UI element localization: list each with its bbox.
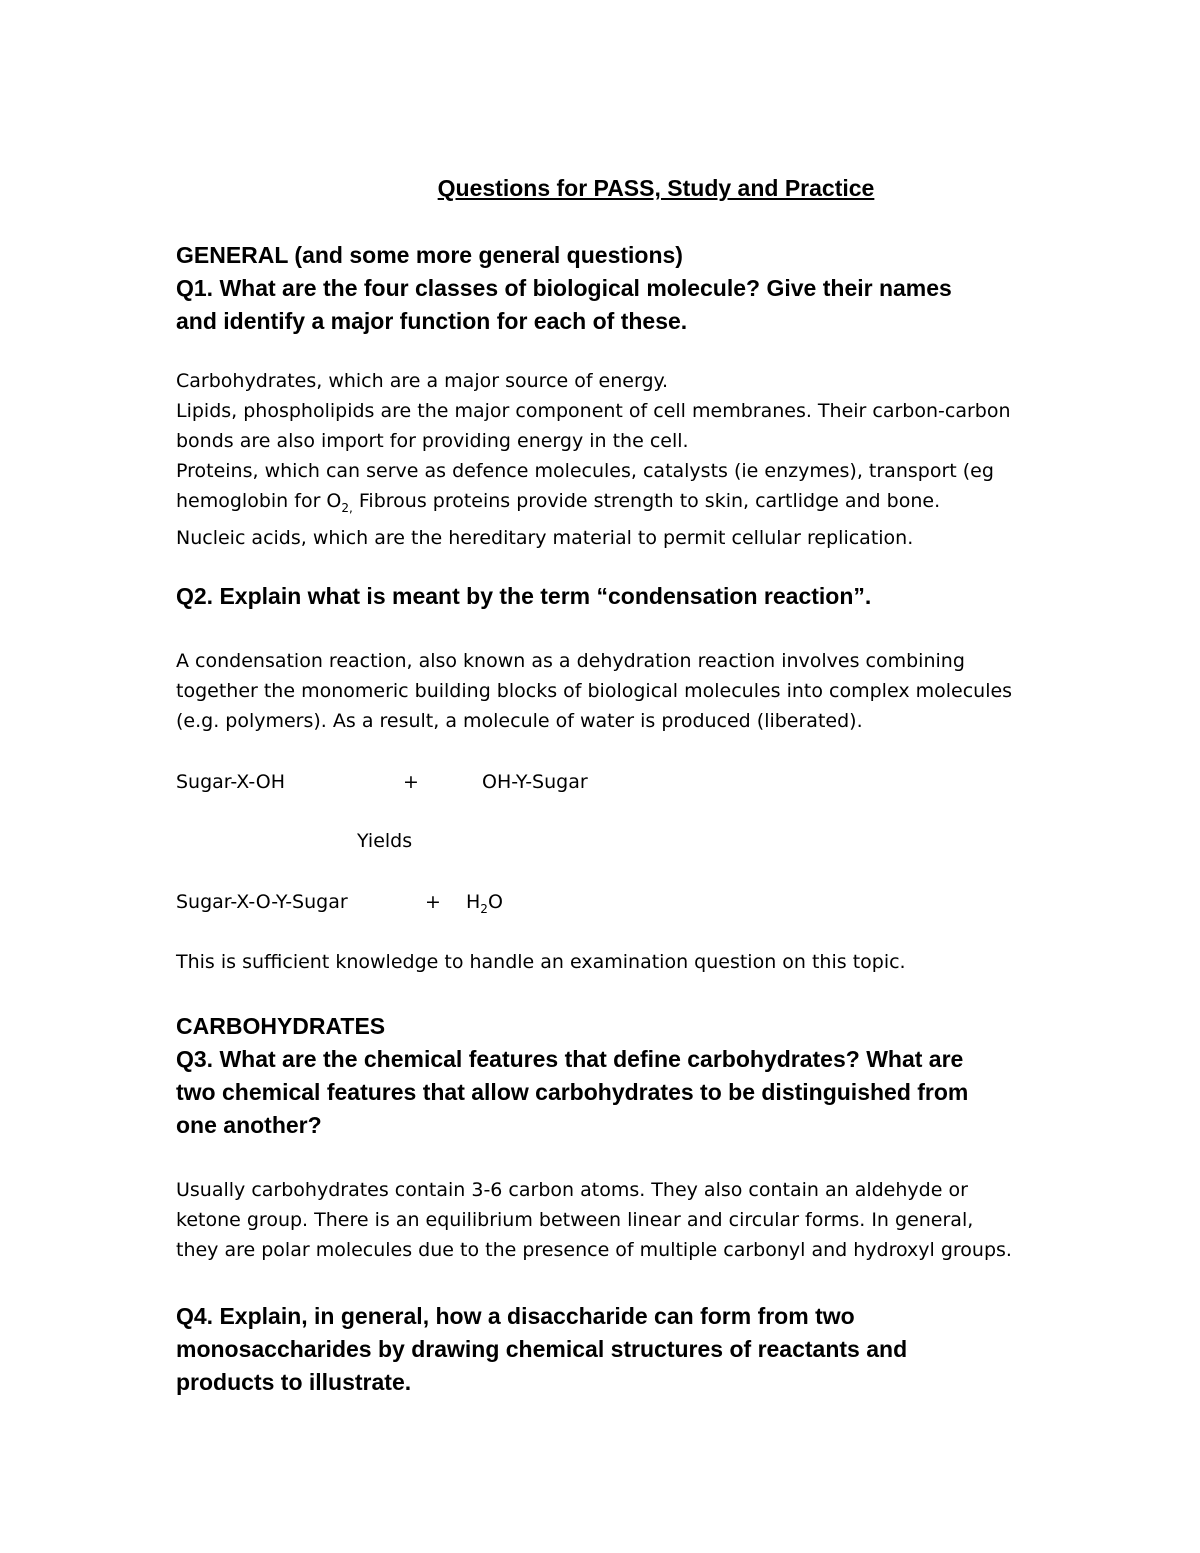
question-q2-block	[176, 580, 1136, 613]
question-line: products to illustrate.	[176, 1369, 412, 1395]
answer-line-hemoglobin	[176, 486, 1136, 523]
answer-q1	[176, 366, 1136, 553]
hemoglobin-text: hemoglobin for O	[176, 490, 342, 512]
answer-line: Proteins, which can serve as defence molecules, catalysts (ie enzymes), transport (eg	[176, 460, 994, 482]
question-line: Q4. Explain, in general, how a disaccharide can form from two	[176, 1303, 855, 1329]
fibrous-text: Fibrous proteins provide strength to skin, cartlidge and bone.	[358, 490, 941, 512]
section-general	[176, 239, 1136, 338]
answer-line: together the monomeric building blocks of biological molecules into complex molecules	[176, 680, 1013, 702]
q2-note	[176, 947, 1136, 977]
answer-line: Usually carbohydrates contain 3-6 carbon atoms. They also contain an aldehyde or	[176, 1179, 968, 1201]
equation-yields: Yields	[357, 830, 413, 852]
section-carbohydrates	[176, 1010, 1136, 1142]
question-line: one another?	[176, 1112, 322, 1138]
answer-line: Carbohydrates, which are a major source of energy.	[176, 370, 669, 392]
answer-line: Nucleic acids, which are the hereditary material to permit cellular replication.	[176, 526, 914, 549]
equation-plus: +	[425, 891, 441, 913]
question-line: two chemical features that allow carbohydrates to be distinguished from	[176, 1079, 969, 1105]
question-q4-block	[176, 1300, 1136, 1399]
equation-water	[466, 887, 503, 924]
answer-line: A condensation reaction, also known as a dehydration reaction involves combining	[176, 650, 965, 672]
section-heading-general: GENERAL (and some more general questions)	[176, 242, 683, 268]
question-q2: Q2. Explain what is meant by the term “condensation reaction”.	[176, 583, 872, 609]
equation-reactant-1: Sugar-X-OH	[176, 771, 286, 793]
water-h: H	[466, 891, 481, 913]
note-text: This is sufficient knowledge to handle an examination question on this topic.	[176, 951, 906, 973]
equation-plus: +	[403, 771, 419, 793]
water-o: O	[487, 891, 503, 913]
answer-q2	[176, 646, 1136, 736]
answer-line: bonds are also import for providing energy in the cell.	[176, 430, 689, 452]
document-title: Questions for PASS, Study and Practice	[437, 175, 875, 201]
answer-q3	[176, 1175, 1136, 1265]
answer-line: they are polar molecules due to the presence of multiple carbonyl and hydroxyl groups.	[176, 1239, 1012, 1261]
oxygen-subscript: 2,	[341, 500, 353, 515]
answer-line: ketone group. There is an equilibrium between linear and circular forms. In general,	[176, 1209, 974, 1231]
equation-product: Sugar-X-O-Y-Sugar	[176, 891, 348, 913]
question-line: monosaccharides by drawing chemical structures of reactants and	[176, 1336, 908, 1362]
question-q4	[176, 1300, 1136, 1399]
question-line: Q3. What are the chemical features that define carbohydrates? What are	[176, 1046, 964, 1072]
answer-line: Lipids, phospholipids are the major component of cell membranes. Their carbon-carbon	[176, 400, 1011, 422]
section-heading-carbohydrates: CARBOHYDRATES	[176, 1013, 386, 1039]
question-line: Q1. What are the four classes of biological molecule? Give their names	[176, 275, 952, 301]
equation-reactant-2: OH-Y-Sugar	[482, 771, 588, 793]
answer-line: (e.g. polymers). As a result, a molecule of water is produced (liberated).	[176, 710, 863, 732]
question-line: and identify a major function for each of these.	[176, 308, 688, 334]
water-subscript: 2	[480, 901, 488, 916]
question-q3	[176, 1043, 1136, 1142]
question-q1	[176, 272, 1136, 338]
